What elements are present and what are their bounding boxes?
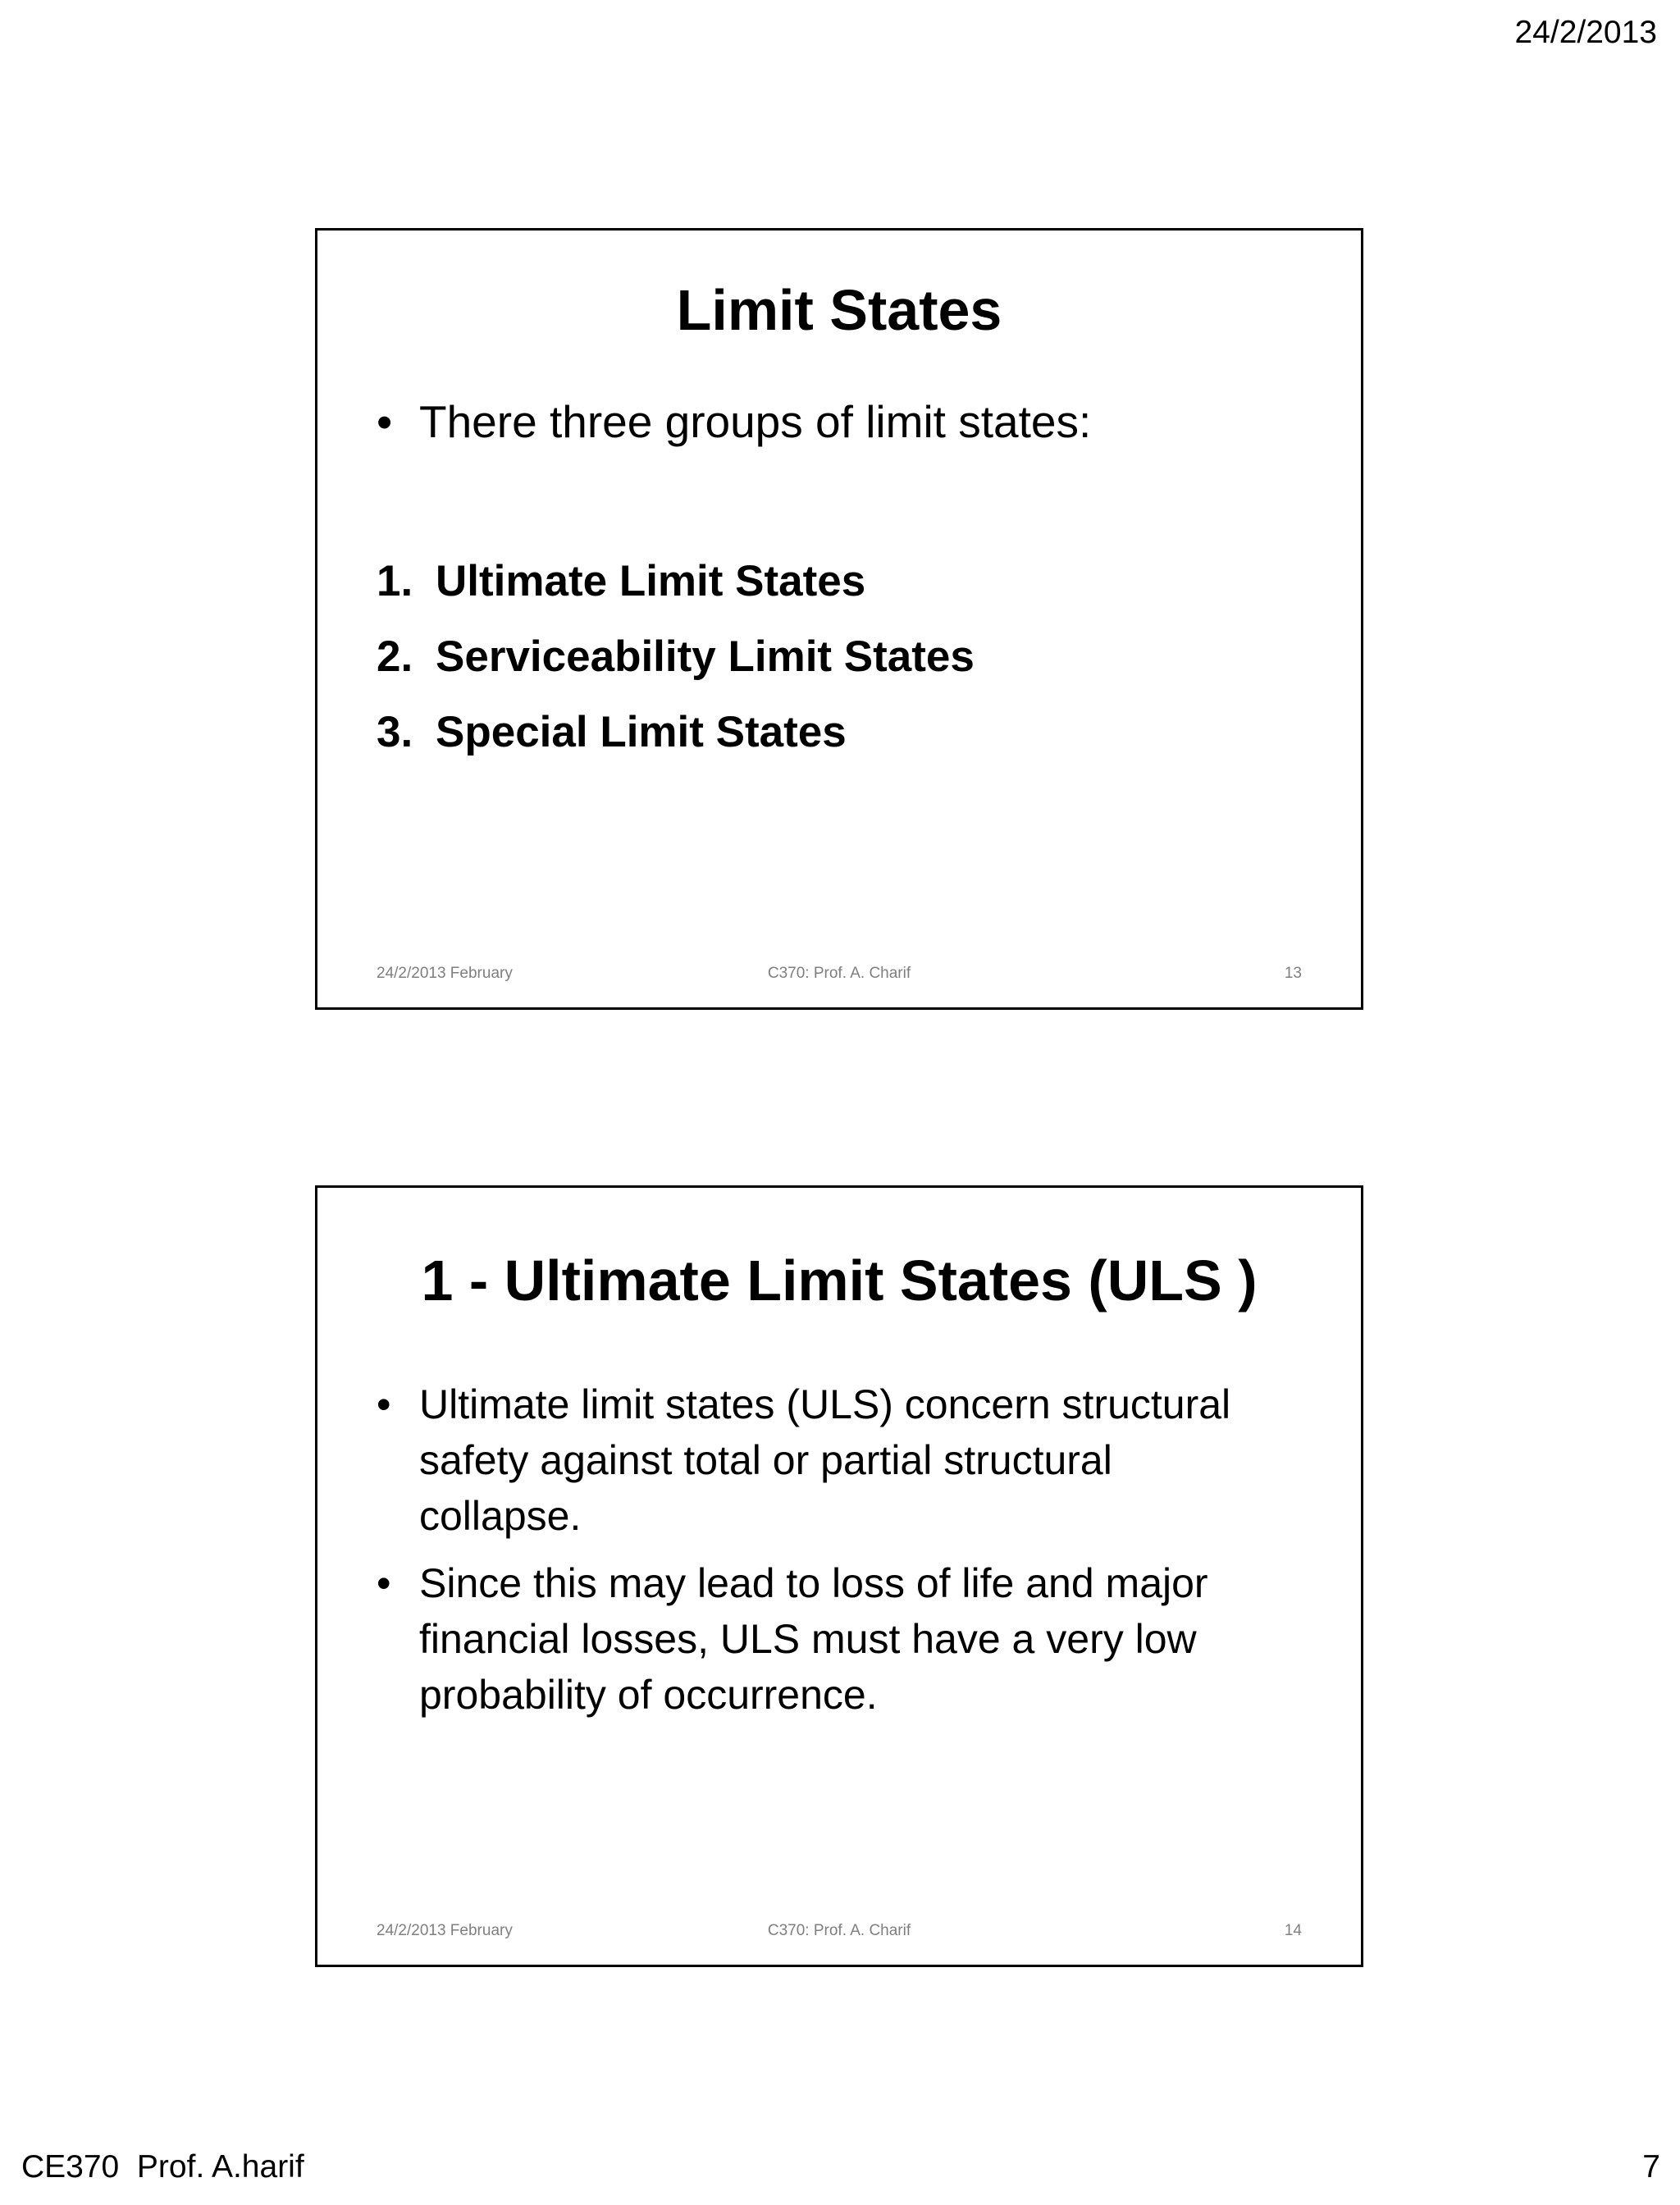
bullet-item xyxy=(377,1376,1279,1544)
slide-number: 14 xyxy=(1284,1922,1302,1939)
slide-footer-course: C370: Prof. A. Charif xyxy=(767,1922,911,1939)
bullet-icon: • xyxy=(377,1560,391,1606)
item-text: Serviceability Limit States xyxy=(436,632,975,681)
bullet-icon: • xyxy=(377,1381,391,1427)
bullet-text: There three groups of limit states: xyxy=(419,396,1092,447)
slide-footer-course: C370: Prof. A. Charif xyxy=(767,965,911,982)
bullet-list xyxy=(377,1376,1279,1734)
slide-footer xyxy=(377,1922,1302,1942)
slide-number: 13 xyxy=(1284,965,1302,982)
bullet-item xyxy=(377,396,1279,448)
numbered-item xyxy=(377,544,975,619)
item-number: 3. xyxy=(377,708,413,756)
item-number: 1. xyxy=(377,557,413,605)
slide-title: 1 - Ultimate Limit States (ULS ) xyxy=(421,1249,1258,1312)
bullet-list xyxy=(377,396,1279,448)
item-text: Ultimate Limit States xyxy=(436,557,866,605)
bullet-text: Since this may lead to loss of life and major financial losses, ULS must have a very low probability of occurrence. xyxy=(419,1560,1208,1718)
page-date: 24/2/2013 xyxy=(1514,15,1657,50)
slide-14 xyxy=(315,1185,1363,1967)
slide-13 xyxy=(315,228,1363,1010)
numbered-list xyxy=(377,544,975,770)
slide-title: Limit States xyxy=(676,278,1002,342)
slide-footer-date: 24/2/2013 February xyxy=(377,965,513,982)
bullet-item xyxy=(377,1555,1279,1723)
bullet-icon: • xyxy=(377,396,393,447)
item-number: 2. xyxy=(377,632,413,681)
page-number: 7 xyxy=(1642,2149,1660,2184)
item-text: Special Limit States xyxy=(436,708,847,756)
slide-footer-date: 24/2/2013 February xyxy=(377,1922,513,1939)
numbered-item xyxy=(377,695,975,770)
page-footer-course: CE370 Prof. A.harif xyxy=(21,2149,304,2184)
numbered-item xyxy=(377,619,975,695)
slide-footer xyxy=(377,965,1302,984)
bullet-text: Ultimate limit states (ULS) concern structural safety against total or partial structural collapse. xyxy=(419,1381,1231,1539)
